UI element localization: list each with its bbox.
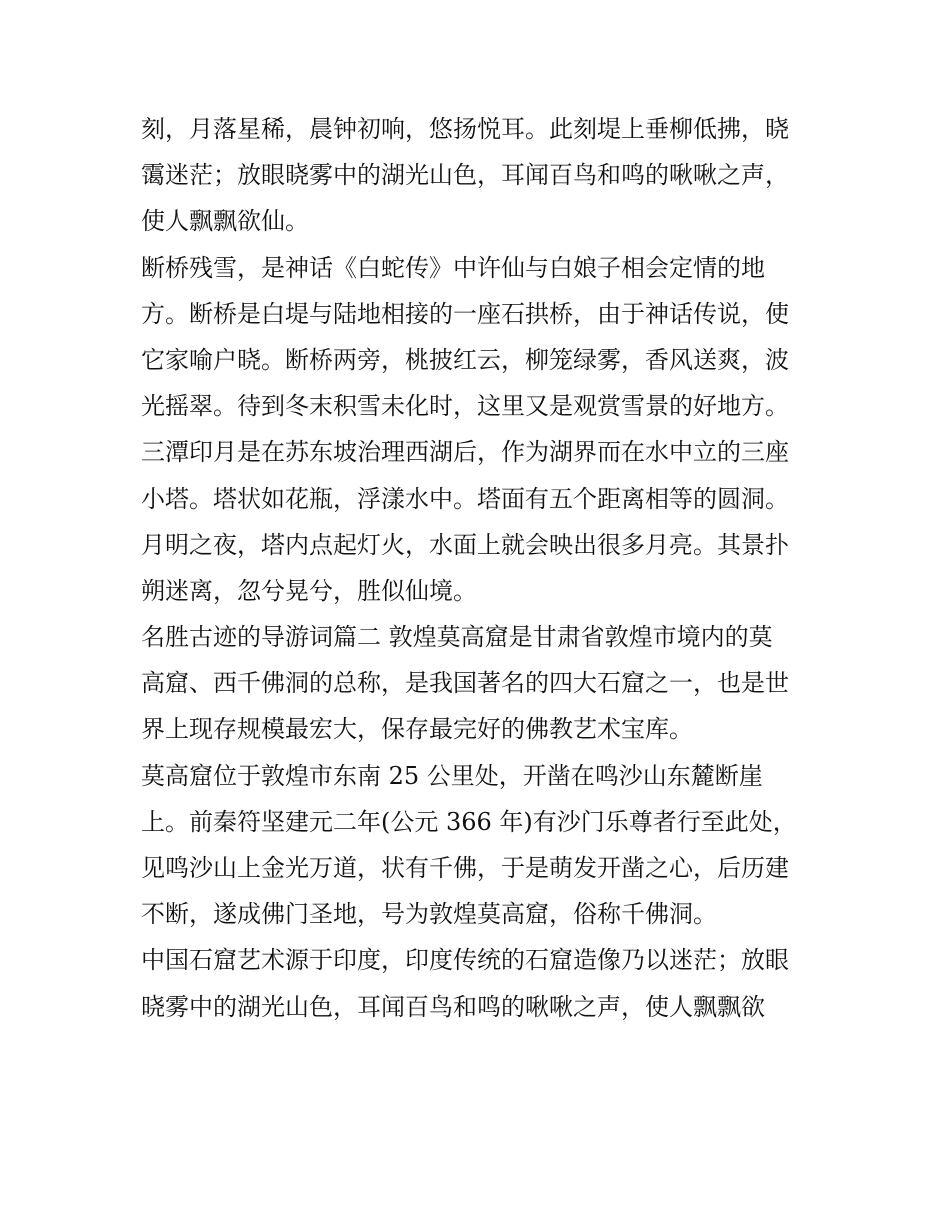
text-line: 莫高窟位于敦煌市东南 25 公里处，开凿在鸣沙山东麓断崖 (141, 761, 763, 790)
text-line: 使人飘飘欲仙。 (141, 207, 309, 236)
text-line: 三潭印月是在苏东坡治理西湖后，作为湖界而在水中立的三座 (141, 438, 789, 467)
text-line: 高窟、西千佛洞的总称，是我国著名的四大石窟之一，也是世 (141, 669, 789, 698)
text-line: 中国石窟艺术源于印度，印度传统的石窟造像乃以迷茫；放眼 (141, 946, 789, 975)
text-line: 方。断桥是白堤与陆地相接的一座石拱桥，由于神话传说，使 (141, 299, 789, 328)
text-line: 刻，月落星稀，晨钟初响，悠扬悦耳。此刻堤上垂柳低拂，晓 (141, 115, 789, 143)
body-text (141, 106, 821, 1030)
text-line: 朔迷离，忽兮晃兮，胜似仙境。 (141, 576, 477, 605)
text-line: 上。前秦符坚建元二年(公元 366 年)有沙门乐尊者行至此处， (141, 807, 797, 836)
text-line: 光摇翠。待到冬末积雪未化时，这里又是观赏雪景的好地方。 (141, 392, 789, 421)
text-line: 名胜古迹的导游词篇二 敦煌莫高窟是甘肃省敦煌市境内的莫 (141, 623, 773, 652)
text-line: 小塔。塔状如花瓶，浮漾水中。塔面有五个距离相等的圆洞。 (141, 484, 789, 513)
text-line: 霭迷茫；放眼晓雾中的湖光山色，耳闻百鸟和鸣的啾啾之声， (141, 161, 789, 190)
text-line: 它家喻户晓。断桥两旁，桃披红云，柳笼绿雾，香风送爽，波 (141, 345, 789, 374)
text-line: 断桥残雪，是神话《白蛇传》中许仙与白娘子相会定情的地 (141, 253, 765, 282)
text-line: 界上现存规模最宏大，保存最完好的佛教艺术宝库。 (141, 715, 693, 744)
text-line: 晓雾中的湖光山色，耳闻百鸟和鸣的啾啾之声，使人飘飘欲 (141, 992, 765, 1021)
text-line: 月明之夜，塔内点起灯火，水面上就会映出很多月亮。其景扑 (141, 530, 789, 559)
text-line: 见鸣沙山上金光万道，状有千佛，于是萌发开凿之心，后历建 (141, 854, 789, 882)
text-line: 不断，遂成佛门圣地，号为敦煌莫高窟，俗称千佛洞。 (141, 900, 717, 929)
